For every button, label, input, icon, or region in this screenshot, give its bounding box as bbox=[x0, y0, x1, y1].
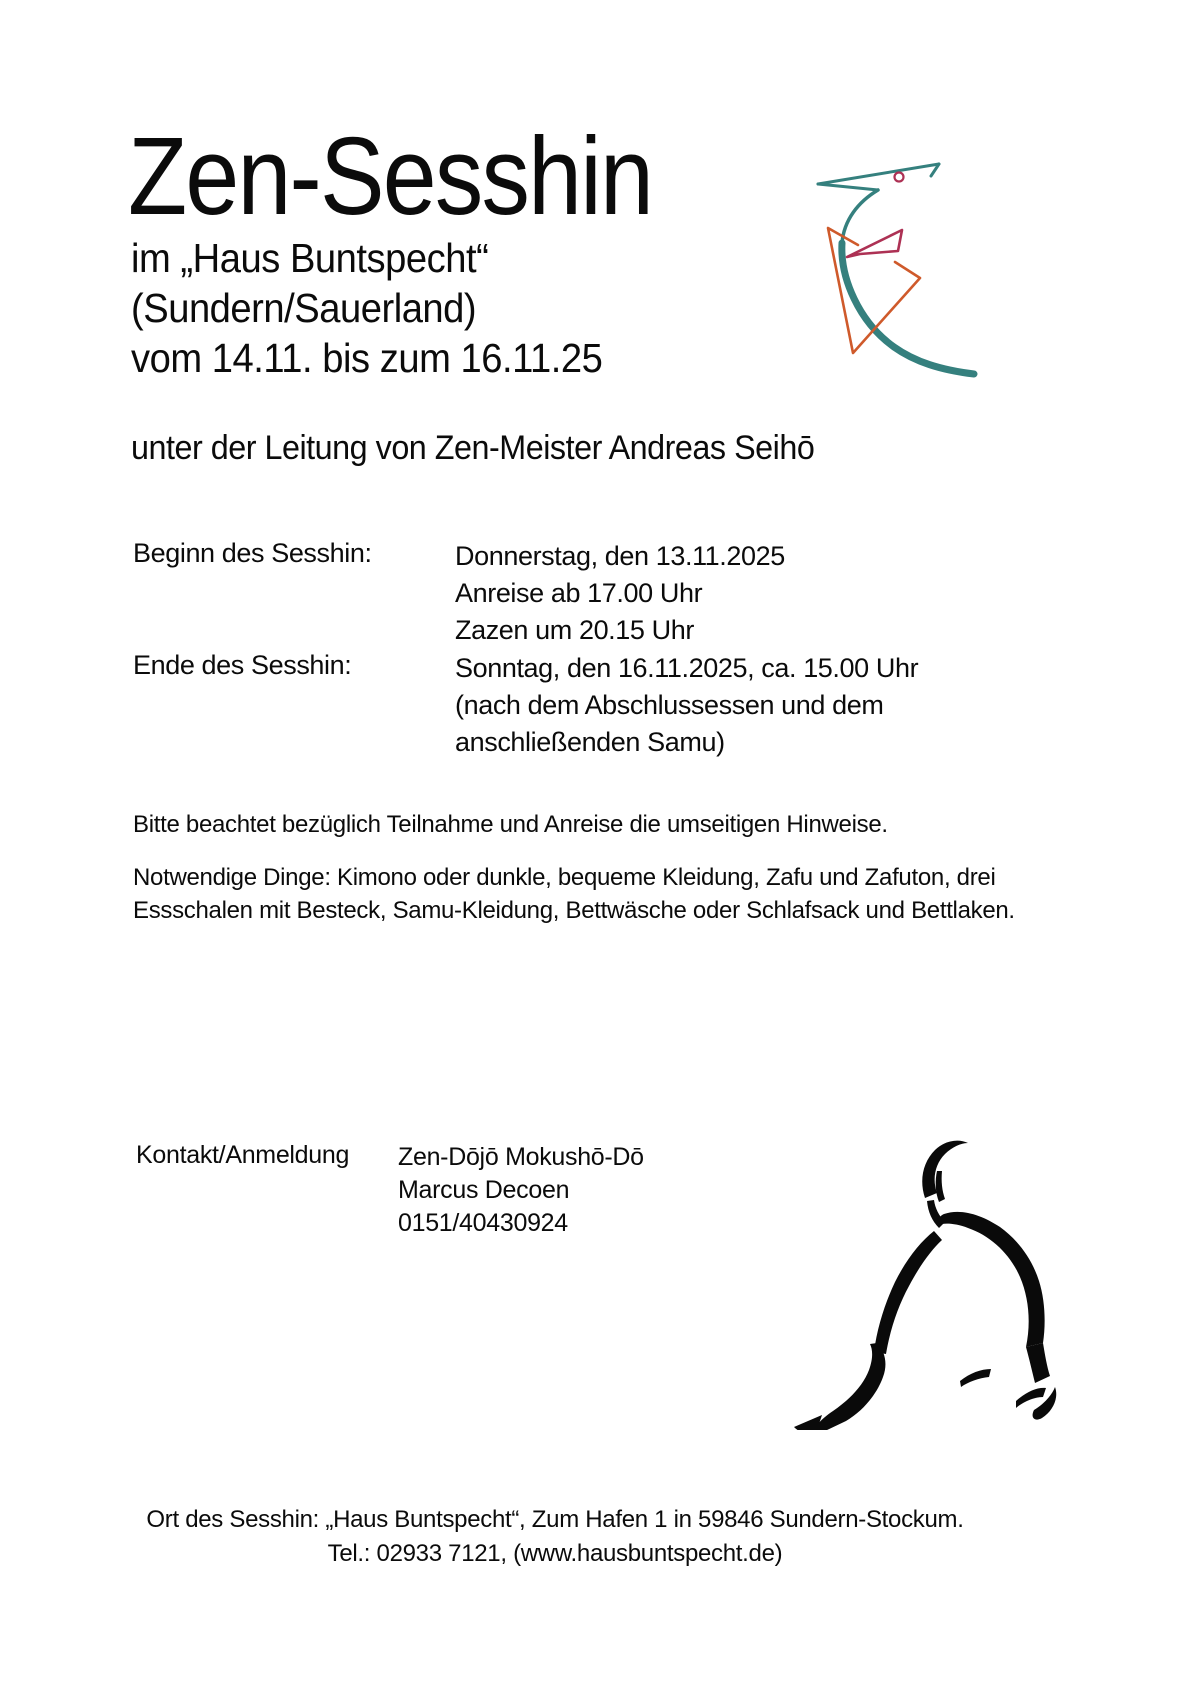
subtitle-block bbox=[131, 233, 602, 383]
woodpecker-logo-icon bbox=[745, 128, 1000, 378]
schedule-line: anschließenden Samu) bbox=[455, 727, 725, 757]
schedule-label-end: Ende des Sesshin: bbox=[133, 650, 352, 680]
subtitle-line-dates: vom 14.11. bis zum 16.11.25 bbox=[131, 335, 603, 381]
meditating-monk-illustration bbox=[765, 1080, 1065, 1430]
contact-phone-number: 0151/40430924 bbox=[398, 1209, 568, 1237]
leader-line: unter der Leitung von Zen-Meister Andreas Seihō bbox=[131, 429, 815, 467]
schedule-line: Zazen um 20.15 Uhr bbox=[455, 615, 694, 645]
schedule-line: (nach dem Abschlussessen und dem bbox=[455, 690, 884, 720]
footer-block bbox=[0, 1503, 1190, 1571]
contact-details bbox=[398, 1141, 644, 1240]
schedule-label-begin: Beginn des Sesshin: bbox=[133, 538, 372, 568]
note-hinweise: Bitte beachtet bezüglich Teilnahme und Anreise die umseitigen Hinweise. bbox=[133, 811, 888, 838]
subtitle-line-region: (Sundern/Sauerland) bbox=[131, 285, 477, 331]
footer-address-line: Ort des Sesshin: „Haus Buntspecht“, Zum Hafen 1 in 59846 Sundern-Stockum. bbox=[146, 1506, 964, 1533]
schedule-values-end bbox=[455, 650, 918, 761]
schedule-values-begin bbox=[455, 538, 785, 649]
schedule-line: Anreise ab 17.00 Uhr bbox=[455, 578, 703, 608]
note-notwendige-dinge: Notwendige Dinge: Kimono oder dunkle, bequeme Kleidung, Zafu und Zafuton, drei Essschalen mit Besteck, Samu-Kleidung, Bettwäsche oder Schlafsack und Bettlaken. bbox=[133, 864, 1015, 924]
schedule-line: Donnerstag, den 13.11.2025 bbox=[455, 541, 785, 571]
footer-phone-line: Tel.: 02933 7121, (www.hausbuntspecht.de) bbox=[327, 1540, 783, 1567]
page-title: Zen-Sesshin bbox=[128, 115, 653, 238]
schedule-line: Sonntag, den 16.11.2025, ca. 15.00 Uhr bbox=[455, 653, 919, 683]
contact-person-name: Marcus Decoen bbox=[398, 1176, 570, 1204]
subtitle-line-venue: im „Haus Buntspecht“ bbox=[131, 235, 489, 281]
contact-label: Kontakt/Anmeldung bbox=[136, 1141, 350, 1169]
contact-dojo-name: Zen-Dōjō Mokushō-Dō bbox=[398, 1143, 644, 1171]
